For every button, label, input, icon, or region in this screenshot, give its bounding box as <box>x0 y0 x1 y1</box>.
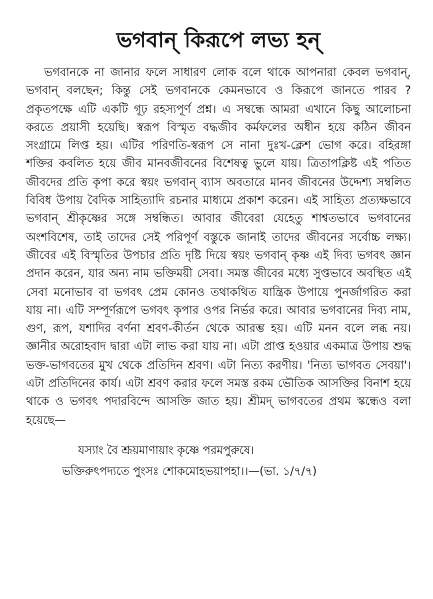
verse-block <box>26 440 411 482</box>
body-paragraph: ভগবানকে না জানার ফলে সাধারণ লোক বলে থাকে আপনারা কেবল ভগবান্, ভগবান্ বলছেন; কিন্তু সেই ভগবানকে কেমনভাবে ও কিরূপে জানতে পারব ? প্রকৃতপক্ষে এটি একটি গূঢ় রহস্যপূর্ণ প্রশ্ন। এ সম্বন্ধে আমরা এখানে কিছু আলোচনা করতে প্রয়াসী হয়েছি। স্বরূপ বিস্মৃত বদ্ধজীব কর্মফলের অধীন হয়ে কঠিন জীবন সংগ্রামে লিপ্ত হয়। এটির পরিণতি-স্বরূপ সে নানা দুঃখ-ক্লেশ ভোগ করে। বহিরঙ্গা শক্তির কবলিত হয়ে জীব মানবজীবনের বিশেষত্ব ভুলে যায়। ত্রিতাপক্লিষ্ট এই পতিত জীবদের প্রতি কৃপা করে স্বয়ং ভগবান্ ব্যাস অবতারে মানব জীবনের উদ্দেশ্য সম্বলিত বিবিধ উপায় বৈদিক সাহিত্যাদি রচনার মাধ্যমে প্রকাশ করেন। এই সাহিত্য প্রত্যক্ষভাবে ভগবান্ শ্রীকৃষ্ণের সঙ্গে সম্বন্ধিত। আবার জীবেরা যেহেতু শাশ্বতভাবে ভগবানের অংশবিশেষ, তাই তাদের সেই পরিপূর্ণ বস্তুকে জানাই তাদের জীবনের সর্বোচ্চ লক্ষ্য। জীবের এই বিস্মৃতির উপচার প্রতি দৃষ্টি দিয়ে স্বয়ং ভগবান্ কৃষ্ণ এই দিব্য ভগবৎ জ্ঞান প্রদান করেন, যার অন্য নাম ভক্তিময়ী সেবা। সমস্ত জীবের মধ্যে সুপ্তভাবে অবস্থিত এই সেবা মনোভাব বা ভগবৎ প্রেম কোনও তথাকথিত যান্ত্রিক উপায়ে পুনর্জাগরিত করা যায় না। এটি সম্পূর্ণরূপে ভগবৎ কৃপার ওপর নির্ভর করে। আবার ভগবানের দিব্য নাম, গুণ, রূপ, যশাদির বর্ণনা শ্রবণ-কীর্তন থেকে আরম্ভ হয়। এটি মনন বলে লব্ধ নয়। জ্ঞানীর অরোহবাদ দ্বারা এটা লাভ করা যায় না। এটা প্রাপ্ত হওয়ার একমাত্র উপায় শুদ্ধ ভক্ত-ভাগবতের মুখ থেকে প্রতিদিন শ্রবণ। এটা নিত্য করণীয়। 'নিত্য ভাগবত সেবয়া'। এটা প্রতিদিনের কার্য। এটা শ্রবণ করার ফলে সমস্ত রকম ভৌতিক আসক্তির বিনাশ হয়ে থাকে ও ভগবৎ পদারবিন্দে আসক্তি জাত হয়। শ্রীমদ্ ভাগবতের প্রথম স্কন্ধেও বলা হয়েছে— <box>26 66 411 427</box>
page-title: ভগবান্ কিরূপে লভ্য হন্ <box>116 28 321 52</box>
verse-line-1: যস্যাং বৈ শ্রূয়মাণায়াং কৃষ্ণে পরমপুরুষে। <box>78 443 255 457</box>
verse-line-2 <box>26 461 411 482</box>
verse-line-2-text: ভক্তিরুৎপদ্যতে পুংসঃ শোকমোহভয়াপহা।। <box>62 464 249 478</box>
verse-reference: —(ভা. ১/৭/৭) <box>248 464 317 478</box>
